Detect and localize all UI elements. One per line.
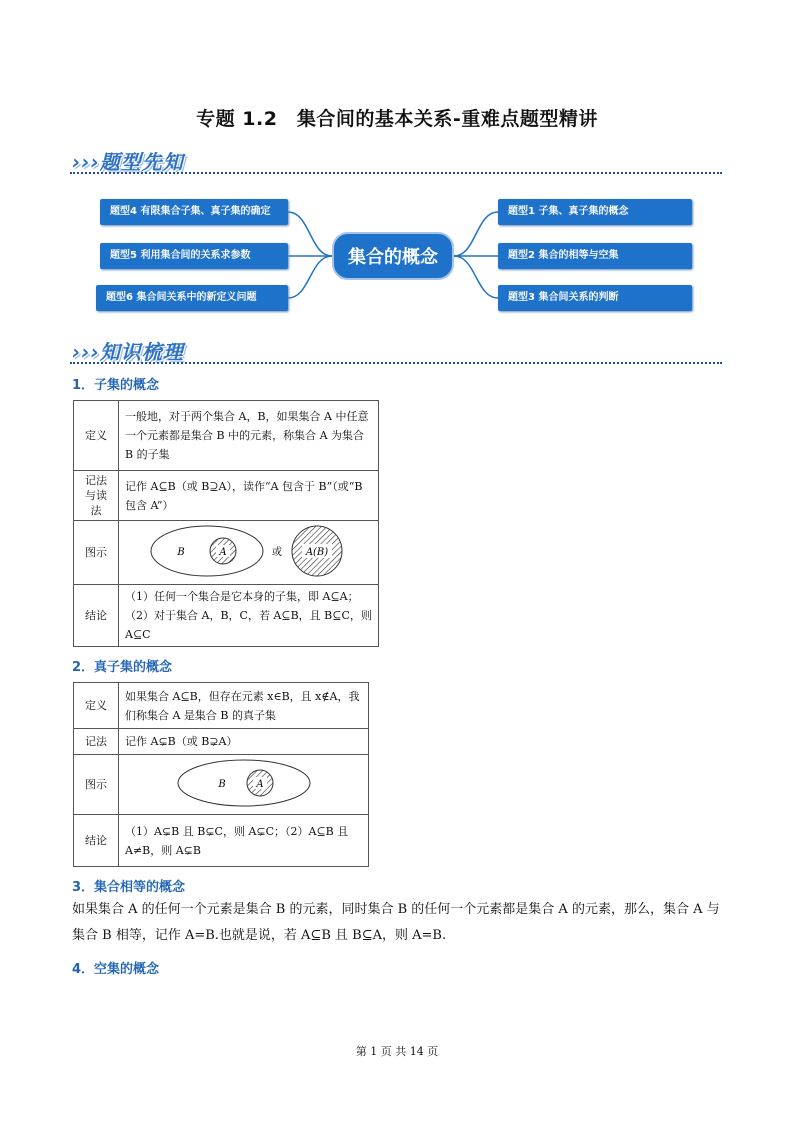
dotted-rule [70, 362, 722, 364]
or-label: 或 [271, 547, 282, 558]
table-row [74, 815, 369, 867]
section-heading: 4．空集的概念 [72, 962, 160, 977]
banner-knowledge [70, 336, 722, 366]
page-title: 专题 1.2 集合间的基本关系-重难点题型精讲 [196, 108, 598, 130]
row-content: 一般地，对于两个集合 A，B，如果集合 A 中任意一个元素都是集合 B 中的元素，称集合 A 为集合 B 的子集 [119, 401, 379, 471]
mind-map-center: 集合的概念 [332, 232, 454, 280]
table-row [74, 401, 379, 471]
connector-left-3 [288, 256, 332, 298]
row-label: 记法 [74, 729, 119, 755]
mind-map-node: 题型5 利用集合间的关系求参数 [100, 243, 288, 269]
row-content: 如果集合 A⊆B，但存在元素 x∈B，且 x∉A，我们称集合 A 是集合 B 的真子集 [119, 683, 369, 729]
section-heading: 2．真子集的概念 [72, 660, 173, 675]
row-diagram [119, 521, 379, 585]
table-row [74, 585, 379, 647]
banner-label: 知识梳理 [99, 340, 184, 364]
row-label: 图示 [74, 521, 119, 585]
table-row [74, 683, 369, 729]
row-label: 定义 [74, 683, 119, 729]
connector-right-3 [454, 256, 498, 298]
proper-subset-venn-diagram [174, 757, 314, 809]
set-b-label: B [217, 779, 226, 790]
equal-sets-paragraph: 如果集合 A 的任何一个元素是集合 B 的元素，同时集合 B 的任何一个元素都是集合 A 的元素，那么，集合 A 与集合 B 相等，记作 A=B.也就是说，若 A⊆B 且 B⊆A，则 A=B. [72, 902, 720, 943]
combined-label: A(B) [305, 547, 328, 558]
mind-map-node: 题型1 子集、真子集的概念 [498, 199, 692, 225]
page-footer: 第 1 页 共 14 页 [355, 1045, 439, 1058]
row-content: （1）任何一个集合是它本身的子集，即 A⊆A；（2）对于集合 A，B，C，若 A⊆B，且 B⊆C，则 A⊆C [119, 585, 379, 647]
mind-map-node: 题型4 有限集合子集、真子集的确定 [100, 199, 288, 225]
table-row [74, 755, 369, 815]
row-content: 记作 A⊆B（或 B⊇A），读作“A 包含于 B”（或“B 包含 A”） [119, 471, 379, 521]
banner-text [72, 146, 184, 175]
mind-map-node: 题型2 集合的相等与空集 [498, 243, 692, 269]
section-heading: 3．集合相等的概念 [72, 880, 186, 895]
row-label: 记法与读法 [74, 471, 119, 521]
set-b-ellipse [151, 526, 263, 576]
section-heading: 1．子集的概念 [72, 378, 160, 393]
set-a-label: A [218, 547, 227, 558]
row-content: （1）A⊊B 且 B⊊C，则 A⊊C；（2）A⊆B 且 A≠B，则 A⊊B [119, 815, 369, 867]
banner-question-types [70, 146, 722, 176]
proper-subset-table [73, 682, 369, 867]
connector-right-1 [454, 212, 498, 256]
set-a-label: A [255, 779, 264, 790]
mind-map [70, 188, 710, 328]
subset-venn-diagram [149, 523, 349, 579]
connector-left-1 [288, 212, 332, 256]
banner-label: 题型先知 [99, 150, 184, 174]
table-row [74, 729, 369, 755]
subset-table [73, 400, 379, 647]
banner-arrows: ››› [72, 340, 100, 364]
set-b-ellipse [178, 760, 310, 806]
set-b-label: B [176, 547, 185, 558]
banner-arrows: ››› [72, 150, 100, 174]
dotted-rule [70, 172, 722, 174]
table-row [74, 521, 379, 585]
row-content: 记作 A⊊B（或 B⊋A） [119, 729, 369, 755]
row-label: 结论 [74, 585, 119, 647]
row-diagram [119, 755, 369, 815]
table-row [74, 471, 379, 521]
row-label: 图示 [74, 755, 119, 815]
mind-map-node: 题型6 集合间关系中的新定义问题 [96, 285, 288, 311]
banner-text [72, 336, 184, 365]
row-label: 定义 [74, 401, 119, 471]
mind-map-node: 题型3 集合间关系的判断 [498, 285, 692, 311]
row-label: 结论 [74, 815, 119, 867]
